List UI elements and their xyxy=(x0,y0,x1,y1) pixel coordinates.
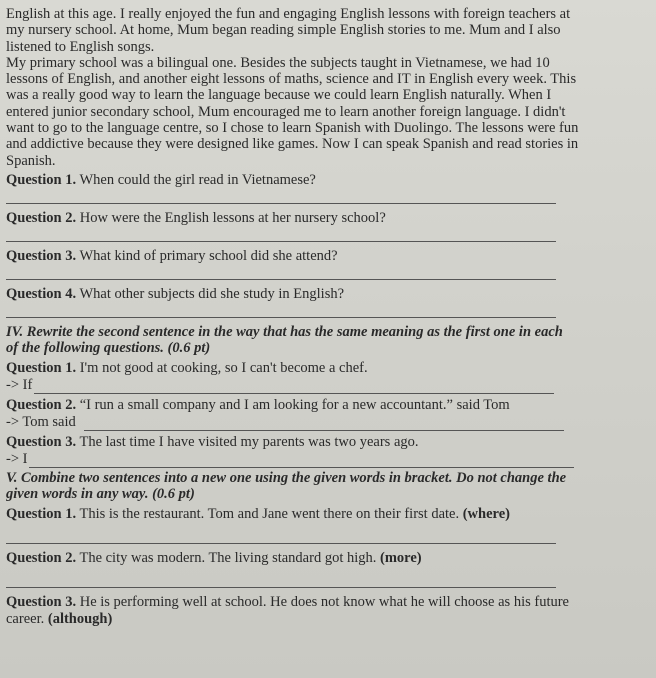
answer-line[interactable] xyxy=(6,303,556,318)
question-text: The last time I have visited my parents was two years ago. xyxy=(76,433,419,450)
answer-line[interactable] xyxy=(6,189,556,204)
combine-question-2 xyxy=(6,550,646,567)
question-text: I'm not good at cooking, so I can't become a chef. xyxy=(76,359,368,376)
answer-line[interactable] xyxy=(29,454,574,468)
question-label: Question 3. xyxy=(6,433,77,450)
answer-prompt: -> If xyxy=(6,376,33,393)
question-text: “I run a small company and I am looking for a new accountant.” said Tom xyxy=(76,396,510,413)
answer-line[interactable] xyxy=(34,380,554,394)
combine-question-3 xyxy=(6,594,646,628)
passage-line: Spanish. xyxy=(6,152,56,169)
reading-question-2 xyxy=(6,210,646,227)
answer-line[interactable] xyxy=(6,227,556,242)
question-label: Question 2. xyxy=(6,209,77,226)
question-label: Question 1. xyxy=(6,359,77,376)
passage-line: want to go to the language centre, so I chose to learn Spanish with Duolingo. The lessons were fun xyxy=(6,120,579,137)
passage-line: English at this age. I really enjoyed the fun and engaging English lessons with foreign teachers at xyxy=(6,6,571,22)
question-label: Question 4. xyxy=(6,285,77,302)
question-text: The city was modern. The living standard got high. xyxy=(76,549,377,566)
question-text: What other subjects did she study in English? xyxy=(76,285,345,302)
answer-prompt: -> Tom said xyxy=(6,413,76,430)
passage-line: was a really good way to learn the language because we could learn English naturally. When I xyxy=(6,87,552,104)
question-label: Question 1. xyxy=(6,171,77,188)
rewrite-question-3 xyxy=(6,434,646,451)
reading-question-3 xyxy=(6,248,646,265)
question-text: When could the girl read in Vietnamese? xyxy=(76,171,316,188)
reading-question-4 xyxy=(6,286,646,303)
reading-question-1 xyxy=(6,172,646,189)
passage-line: My primary school was a bilingual one. Besides the subjects taught in Vietnamese, we had 10 xyxy=(6,54,550,71)
question-hint: (although) xyxy=(44,610,113,627)
section-title-line: given words in any way. (0.6 pt) xyxy=(6,486,195,503)
rewrite-question-1 xyxy=(6,360,646,377)
passage-line: and addictive because they were designed like games. Now I can speak Spanish and read stories in xyxy=(6,136,579,153)
question-text: What kind of primary school did she attend? xyxy=(76,247,338,264)
passage-line: lessons of English, and another eight lessons of maths, science and IT in English every week. This xyxy=(6,71,577,88)
question-hint: (more) xyxy=(376,549,422,566)
rewrite-answer-row xyxy=(6,377,646,394)
answer-line[interactable] xyxy=(6,265,556,280)
section-title-line: IV. Rewrite the second sentence in the way that has the same meaning as the first one in each xyxy=(6,323,563,340)
answer-line[interactable] xyxy=(6,529,556,544)
section-iv xyxy=(6,324,646,468)
question-text: He is performing well at school. He does not know what he will choose as his future xyxy=(76,593,569,610)
answer-line[interactable] xyxy=(84,417,564,431)
rewrite-answer-row xyxy=(6,451,646,468)
question-text: This is the restaurant. Tom and Jane went there on their first date. xyxy=(76,505,460,522)
combine-question-1 xyxy=(6,506,646,523)
question-label: Question 2. xyxy=(6,396,77,413)
question-label: Question 2. xyxy=(6,549,77,566)
question-hint: (where) xyxy=(459,505,510,522)
section-title-line: of the following questions. (0.6 pt) xyxy=(6,340,211,357)
passage-line: entered junior secondary school, Mum encouraged me to learn another foreign language. I didn't xyxy=(6,103,566,120)
section-v-title xyxy=(6,470,646,503)
reading-questions xyxy=(6,172,646,318)
question-label: Question 3. xyxy=(6,593,77,610)
question-label: Question 1. xyxy=(6,505,77,522)
section-v xyxy=(6,470,646,628)
passage-line: listened to English songs. xyxy=(6,38,155,55)
section-iv-title xyxy=(6,324,646,357)
answer-line[interactable] xyxy=(6,573,556,588)
question-label: Question 3. xyxy=(6,247,77,264)
answer-prompt: -> I xyxy=(6,450,28,467)
rewrite-question-2 xyxy=(6,397,646,414)
passage-line: my nursery school. At home, Mum began reading simple English stories to me. Mum and I also xyxy=(6,22,561,39)
rewrite-answer-row xyxy=(6,414,646,431)
question-text-continued: career. xyxy=(6,610,45,627)
question-text: How were the English lessons at her nursery school? xyxy=(76,209,386,226)
reading-passage xyxy=(6,6,646,169)
section-title-line: V. Combine two sentences into a new one using the given words in bracket. Do not change the xyxy=(6,469,567,486)
